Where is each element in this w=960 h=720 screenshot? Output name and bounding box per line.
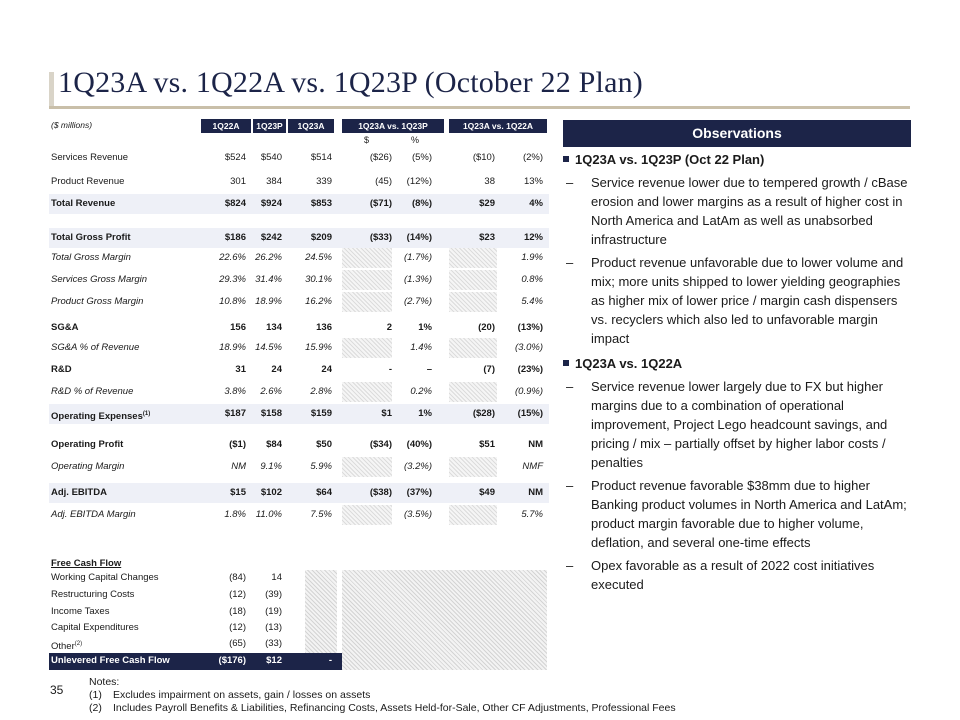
cell-value: $187 xyxy=(224,408,246,419)
na-hatch xyxy=(449,338,497,358)
cell-value: $102 xyxy=(260,487,282,498)
cell-value: 16.2% xyxy=(305,296,332,307)
cell-value: 1.9% xyxy=(521,252,543,263)
cell-value: 14.5% xyxy=(255,342,282,353)
cell-value: 14 xyxy=(271,572,282,583)
row-label: Working Capital Changes xyxy=(51,572,159,583)
square-bullet-icon xyxy=(563,360,569,366)
cell-value: 1% xyxy=(418,322,432,333)
observation-section-title: 1Q23A vs. 1Q23P (Oct 22 Plan) xyxy=(563,150,911,169)
cell-value: ($1) xyxy=(229,439,246,450)
na-hatch xyxy=(449,505,497,525)
cell-value: NM xyxy=(528,439,543,450)
cell-value: (39) xyxy=(265,589,282,600)
cell-value: $49 xyxy=(479,487,495,498)
dash-bullet-icon: – xyxy=(566,558,574,573)
cell-value: 31 xyxy=(235,364,246,375)
cell-value: $12 xyxy=(266,655,282,666)
cell-value: (7) xyxy=(483,364,495,375)
cell-value: $51 xyxy=(479,439,495,450)
cell-value: 2.8% xyxy=(310,386,332,397)
title-accent-bar xyxy=(49,72,54,106)
row-label: Operating Margin xyxy=(51,461,125,472)
cell-value: (33) xyxy=(265,638,282,649)
cell-value: 136 xyxy=(316,322,332,333)
cell-value: $524 xyxy=(224,152,246,163)
cell-value: 18.9% xyxy=(255,296,282,307)
header-var-prior: 1Q23A vs. 1Q22A xyxy=(449,119,547,133)
row-label: Adj. EBITDA xyxy=(51,487,107,498)
subheader-percent: % xyxy=(411,135,420,145)
header-1q23p: 1Q23P xyxy=(253,119,286,133)
observation-section-title: 1Q23A vs. 1Q22A xyxy=(563,354,911,373)
fcf-row xyxy=(49,587,349,604)
cell-value: 1% xyxy=(418,408,432,419)
dash-bullet-icon: – xyxy=(566,175,574,190)
row-label: Product Gross Margin xyxy=(51,296,144,307)
row-label: Total Revenue xyxy=(51,198,116,209)
cell-value: $29 xyxy=(479,198,495,209)
cell-value: – xyxy=(426,364,432,375)
row-label: Services Gross Margin xyxy=(51,274,148,285)
cell-value: ($33) xyxy=(369,232,392,243)
footnotes xyxy=(89,676,676,715)
cell-value: 5.7% xyxy=(521,509,543,520)
cell-value: 2.6% xyxy=(260,386,282,397)
cell-value: - xyxy=(388,364,392,375)
cell-value: (1.3%) xyxy=(404,274,432,285)
cell-value: (2%) xyxy=(522,152,543,163)
cell-value: 24 xyxy=(271,364,282,375)
cell-value: (84) xyxy=(229,572,246,583)
cell-value: ($34) xyxy=(369,439,392,450)
dash-bullet-icon: – xyxy=(566,379,574,394)
notes-heading: Notes: xyxy=(89,676,120,688)
cell-value: (1.7%) xyxy=(404,252,432,263)
table-row xyxy=(49,270,549,290)
row-label: Adj. EBITDA Margin xyxy=(51,509,136,520)
cell-value: 0.8% xyxy=(521,274,543,285)
cell-value: (8%) xyxy=(411,198,432,209)
cell-value: (3.5%) xyxy=(404,509,432,520)
cell-value: (2.7%) xyxy=(404,296,432,307)
table-row xyxy=(49,505,549,525)
cell-value: 11.0% xyxy=(255,509,282,520)
table-row xyxy=(49,148,549,168)
cell-value: ($71) xyxy=(369,198,392,209)
cell-value: (14%) xyxy=(406,232,432,243)
cell-value: $158 xyxy=(260,408,282,419)
footnote-1: (1) Excludes impairment on assets, gain / losses on assets xyxy=(89,689,371,701)
row-label: SG&A xyxy=(51,322,79,333)
header-1q23a: 1Q23A xyxy=(288,119,334,133)
cell-value: (13%) xyxy=(517,322,543,333)
table-row xyxy=(49,435,549,455)
table-row xyxy=(49,172,549,192)
header-1q22a: 1Q22A xyxy=(201,119,251,133)
table-row xyxy=(49,228,549,248)
cell-value: 1.4% xyxy=(410,342,432,353)
page-number: 35 xyxy=(50,683,64,697)
na-hatch xyxy=(449,248,497,268)
cell-value: (12) xyxy=(229,589,246,600)
row-label: R&D xyxy=(51,364,72,375)
na-hatch xyxy=(449,457,497,477)
row-label: Operating Expenses$^{(1)}$ xyxy=(51,411,151,423)
fcf-total-row xyxy=(49,653,349,670)
cell-value: 13% xyxy=(523,176,543,187)
fcf-heading: Free Cash Flow xyxy=(51,558,122,569)
cell-value: $924 xyxy=(260,198,282,209)
cell-value: (15%) xyxy=(517,408,543,419)
cell-value: 26.2% xyxy=(255,252,282,263)
na-hatch xyxy=(449,292,497,312)
cell-value: $514 xyxy=(310,152,332,163)
cell-value: 7.5% xyxy=(310,509,332,520)
table-row xyxy=(49,382,549,402)
row-label: R&D % of Revenue xyxy=(51,386,134,397)
cell-value: 12% xyxy=(523,232,543,243)
cell-value: (5%) xyxy=(411,152,432,163)
cell-value: 4% xyxy=(529,198,543,209)
cell-value: $15 xyxy=(230,487,246,498)
cell-value: (65) xyxy=(229,638,246,649)
row-label: Unlevered Free Cash Flow xyxy=(51,655,170,666)
cell-value: 30.1% xyxy=(305,274,332,285)
table-row xyxy=(49,404,549,424)
page-title: 1Q23A vs. 1Q22A vs. 1Q23P (October 22 Plan) xyxy=(58,66,643,99)
cell-value: 339 xyxy=(316,176,332,187)
cell-value: 301 xyxy=(230,176,246,187)
cell-value: 24 xyxy=(321,364,332,375)
cell-value: $540 xyxy=(260,152,282,163)
observation-bullet: – Opex favorable as a result of 2022 cost initiatives executed xyxy=(566,558,875,592)
cell-value: (0.9%) xyxy=(515,386,543,397)
cell-value: ($38) xyxy=(369,487,392,498)
fcf-row xyxy=(49,570,349,587)
table-row xyxy=(49,318,549,338)
cell-value: 0.2% xyxy=(410,386,432,397)
na-hatch xyxy=(342,270,392,290)
row-label: Total Gross Profit xyxy=(51,232,131,243)
cell-value: 2 xyxy=(386,322,392,333)
cell-value: $50 xyxy=(316,439,332,450)
cell-value: $1 xyxy=(381,408,392,419)
observations-header: Observations xyxy=(563,120,911,147)
fcf-row xyxy=(49,620,349,637)
cell-value: $159 xyxy=(310,408,332,419)
row-label: SG&A % of Revenue xyxy=(51,342,140,353)
cell-value: (45) xyxy=(375,176,392,187)
cell-value: $84 xyxy=(266,439,282,450)
cell-value: (13) xyxy=(265,622,282,633)
cell-value: $242 xyxy=(260,232,282,243)
fcf-na-hatch xyxy=(305,570,337,653)
na-hatch xyxy=(342,457,392,477)
cell-value: 15.9% xyxy=(305,342,332,353)
fcf-row xyxy=(49,636,349,653)
cell-value: NM xyxy=(231,461,246,472)
cell-value: 134 xyxy=(266,322,282,333)
cell-value: (23%) xyxy=(517,364,543,375)
cell-value: ($28) xyxy=(472,408,495,419)
cell-value: $853 xyxy=(310,198,332,209)
row-label: Income Taxes xyxy=(51,606,110,617)
row-label: Total Gross Margin xyxy=(51,252,131,263)
dash-bullet-icon: – xyxy=(566,478,574,493)
na-hatch xyxy=(342,248,392,268)
observation-bullet: – Product revenue favorable $38mm due to higher Banking product volumes in North America and LatAm; product margin favorable due to higher volume, deflation, and several one-time effects xyxy=(566,478,907,550)
subheader-dollar: $ xyxy=(364,135,370,145)
cell-value: $64 xyxy=(316,487,332,498)
cell-value: 31.4% xyxy=(255,274,282,285)
cell-value: 384 xyxy=(266,176,282,187)
na-hatch xyxy=(342,382,392,402)
cell-value: (18) xyxy=(229,606,246,617)
table-row xyxy=(49,248,549,268)
cell-value: (3.2%) xyxy=(404,461,432,472)
row-label: Operating Profit xyxy=(51,439,124,450)
cell-value: ($26) xyxy=(369,152,392,163)
row-label: Restructuring Costs xyxy=(51,589,135,600)
observations-list xyxy=(563,150,911,594)
cell-value: (37%) xyxy=(406,487,432,498)
cell-value: 5.9% xyxy=(310,461,332,472)
row-label: Product Revenue xyxy=(51,176,125,187)
cell-value: NMF xyxy=(522,461,543,472)
table-row xyxy=(49,360,549,380)
cell-value: 38 xyxy=(484,176,495,187)
cell-value: 1.8% xyxy=(224,509,246,520)
footnote-2: (2) Includes Payroll Benefits & Liabilities, Refinancing Costs, Assets Held-for-Sale, Other CF Adjustments, Professional Fees xyxy=(89,702,676,714)
fcf-row xyxy=(49,604,349,621)
table-row xyxy=(49,292,549,312)
cell-value: (12%) xyxy=(406,176,432,187)
table-row xyxy=(49,483,549,503)
cell-value: (40%) xyxy=(406,439,432,450)
square-bullet-icon xyxy=(563,156,569,162)
cell-value: 10.8% xyxy=(219,296,246,307)
observation-bullet: – Product revenue unfavorable due to lower volume and mix; more units shipped to lower yielding geographies as higher mix of lower price / margin cash dispensers vs. recyclers which also led to unfavorable margin impact xyxy=(566,255,904,346)
cell-value: (19) xyxy=(265,606,282,617)
cell-value: $824 xyxy=(224,198,246,209)
table-row xyxy=(49,194,549,214)
cell-value: 3.8% xyxy=(224,386,246,397)
fcf-variance-na-hatch xyxy=(342,570,547,670)
header-var-plan: 1Q23A vs. 1Q23P xyxy=(342,119,444,133)
cell-value: $186 xyxy=(224,232,246,243)
cell-value: 5.4% xyxy=(521,296,543,307)
na-hatch xyxy=(449,270,497,290)
cell-value: - xyxy=(328,655,332,666)
cell-value: ($176) xyxy=(218,655,246,666)
cell-value: ($10) xyxy=(472,152,495,163)
row-label: Other$^{(2)}$ xyxy=(51,641,83,653)
cell-value: 24.5% xyxy=(305,252,332,263)
na-hatch xyxy=(342,505,392,525)
na-hatch xyxy=(342,338,392,358)
observation-bullet: – Service revenue lower largely due to FX but higher margins due to a combination of operational improvement, Project Lego headcount savings, and pricing / mix – partially offset by higher labor costs / penalties xyxy=(566,379,888,470)
table-row xyxy=(49,457,549,477)
dash-bullet-icon: – xyxy=(566,255,574,270)
na-hatch xyxy=(342,292,392,312)
units-label: ($ millions) xyxy=(51,120,93,130)
cell-value: $209 xyxy=(310,232,332,243)
cell-value: 156 xyxy=(230,322,246,333)
title-divider xyxy=(49,106,910,109)
row-label: Services Revenue xyxy=(51,152,129,163)
cell-value: (3.0%) xyxy=(515,342,543,353)
cell-value: 22.6% xyxy=(219,252,246,263)
cell-value: 9.1% xyxy=(260,461,282,472)
table-row xyxy=(49,338,549,358)
observation-bullet: – Service revenue lower due to tempered growth / cBase erosion and lower margins as a result of higher cost in North America and LatAm as well as unabsorbed infrastructure xyxy=(566,175,908,247)
na-hatch xyxy=(449,382,497,402)
cell-value: NM xyxy=(528,487,543,498)
cell-value: 18.9% xyxy=(219,342,246,353)
row-label: Capital Expenditures xyxy=(51,622,139,633)
cell-value: (20) xyxy=(478,322,495,333)
cell-value: $23 xyxy=(479,232,495,243)
cell-value: 29.3% xyxy=(219,274,246,285)
cell-value: (12) xyxy=(229,622,246,633)
